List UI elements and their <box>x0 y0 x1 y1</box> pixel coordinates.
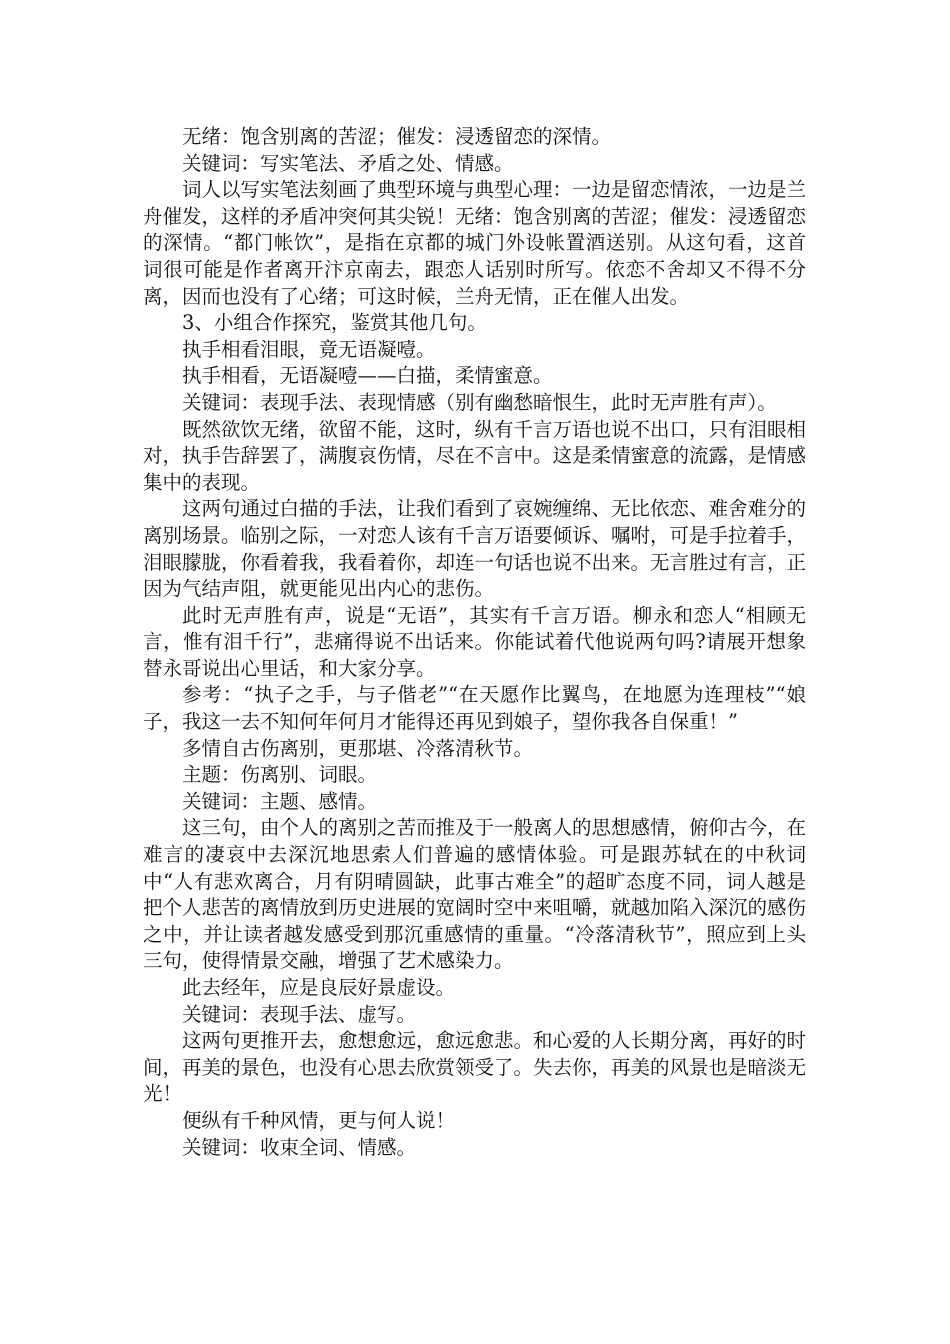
paragraph: 这两句更推开去，愈想愈远，愈远愈悲。和心爱的人长期分离，再好的时间，再美的景色，也没有心思去欣赏领受了。失去你，再美的风景也是暗淡无光！ <box>143 1029 807 1106</box>
paragraph: 关键词：表现手法、虚写。 <box>182 1002 417 1026</box>
paragraph: 执手相看泪眼，竟无语凝噎。 <box>182 337 436 361</box>
paragraph: 这两句通过白描的手法，让我们看到了哀婉缠绵、无比依恋、难舍难分的离别场景。临别之际，一对恋人该有千言万语要倾诉、嘱咐，可是手拉着手，泪眼朦胧，你看着我，我看着你，却连一句话也说不出来。无言胜过有言，正因为气结声阻，就更能见出内心的悲伤。 <box>143 497 807 601</box>
paragraph: 主题：伤离别、词眼。 <box>182 763 378 787</box>
paragraph: 关键词：收束全词、情感。 <box>182 1135 417 1159</box>
paragraph: 参考：“执子之手，与子偕老”“在天愿作比翼鸟，在地愿为连理枝”“娘子，我这一去不知何年何月才能得还再见到娘子，望你我各自保重！” <box>143 683 806 734</box>
paragraph: 既然欲饮无绪，欲留不能，这时，纵有千言万语也说不出口，只有泪眼相对，执手告辞罢了，满腹哀伤情，尽在不言中。这是柔情蜜意的流露，是情感集中的表现。 <box>143 417 807 494</box>
paragraph: 多情自古伤离别，更那堪、冷落清秋节。 <box>182 736 534 760</box>
paragraph: 便纵有千种风情，更与何人说！ <box>182 1108 456 1132</box>
paragraph: 此时无声胜有声，说是“无语”，其实有千言万语。柳永和恋人“相顾无言，惟有泪千行”，悲痛得说不出话来。你能试着代他说两句吗?请展开想象替永哥说出心里话，和大家分享。 <box>143 603 806 680</box>
paragraph: 关键词：写实笔法、矛盾之处、情感。 <box>182 151 514 175</box>
paragraph: 无绪：饱含别离的苦涩；催发：浸透留恋的深情。 <box>182 125 612 148</box>
paragraph: 这三句，由个人的离别之苦而推及于一般离人的思想感情，俯仰古今，在难言的凄哀中去深沉地思索人们普遍的感情体验。可是跟苏轼在的中秋词中“人有悲欢离合，月有阴晴圆缺，此事古难全”的超旷态度不同，词人越是把个人悲苦的离情放到历史进展的宽阔时空中来咀嚼，就越加陷入深沉的感伤之中，并让读者越发感受到那沉重感情的重量。“冷落清秋节”，照应到上头三句，使得情景交融，增强了艺术感染力。 <box>143 816 807 973</box>
document-body <box>143 124 806 1161</box>
paragraph: 此去经年，应是良辰好景虚设。 <box>182 976 456 999</box>
paragraph: 词人以写实笔法刻画了典型环境与典型心理：一边是留恋情浓，一边是兰舟催发，这样的矛盾冲突何其尖锐！无绪：饱含别离的苦涩；催发：浸透留恋的深情。“都门帐饮”，是指在京都的城门外设帐置酒送别。从这句看，这首词很可能是作者离开汴京南去，跟恋人话别时所写。依恋不舍却又不得不分离，因而也没有了心绪；可这时候，兰舟无情，正在催人出发。 <box>143 178 807 308</box>
paragraph: 执手相看，无语凝噎——白描，柔情蜜意。 <box>182 364 553 388</box>
paragraph: 关键词：表现手法、表现情感（别有幽愁暗恨生，此时无声胜有声）。 <box>182 390 777 414</box>
paragraph: 关键词：主题、感情。 <box>182 789 378 813</box>
paragraph: 3、小组合作探究，鉴赏其他几句。 <box>182 311 487 335</box>
